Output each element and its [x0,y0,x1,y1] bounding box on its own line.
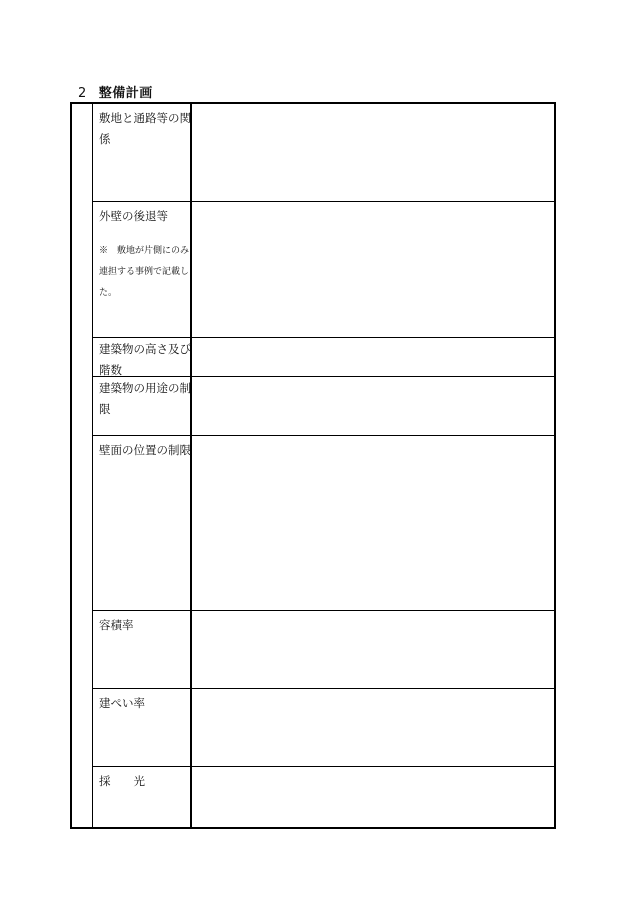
row-daylighting [93,767,554,827]
row-content-cell[interactable] [193,338,554,376]
row-label: 採 光 [99,774,145,788]
row-label: 建築物の用途の制限 [99,381,191,416]
row-wall-position [93,436,554,611]
row-label: 建ぺい率 [99,696,145,710]
left-margin-column [72,104,93,827]
row-label-wrap [99,206,191,304]
row-label: 容積率 [99,618,134,632]
plan-table [70,102,556,829]
row-wall-setback [93,202,554,338]
row-note: ※ 敷地が片側にのみ連担する事例で記載した。 [99,246,190,298]
row-content-cell[interactable] [193,611,554,688]
row-content-cell[interactable] [193,689,554,766]
row-label: 外壁の後退等 [99,209,168,223]
row-content-cell[interactable] [193,104,554,201]
section-heading: 整備計画 [98,86,153,101]
row-content-cell[interactable] [193,377,554,435]
row-site-access [93,104,554,202]
row-label: 建築物の高さ及び階数 [99,342,191,377]
row-floor-area-ratio [93,611,554,689]
section-number: 2 [78,86,87,101]
row-label: 壁面の位置の制限 [99,443,191,457]
row-content-cell[interactable] [193,767,554,827]
row-building-coverage [93,689,554,767]
row-content-cell[interactable] [193,436,554,610]
row-content-cell[interactable] [193,202,554,337]
row-label: 敷地と通路等の関係 [99,111,191,146]
row-use-restriction [93,377,554,436]
section-title [78,82,153,101]
row-height-floors [93,338,554,377]
